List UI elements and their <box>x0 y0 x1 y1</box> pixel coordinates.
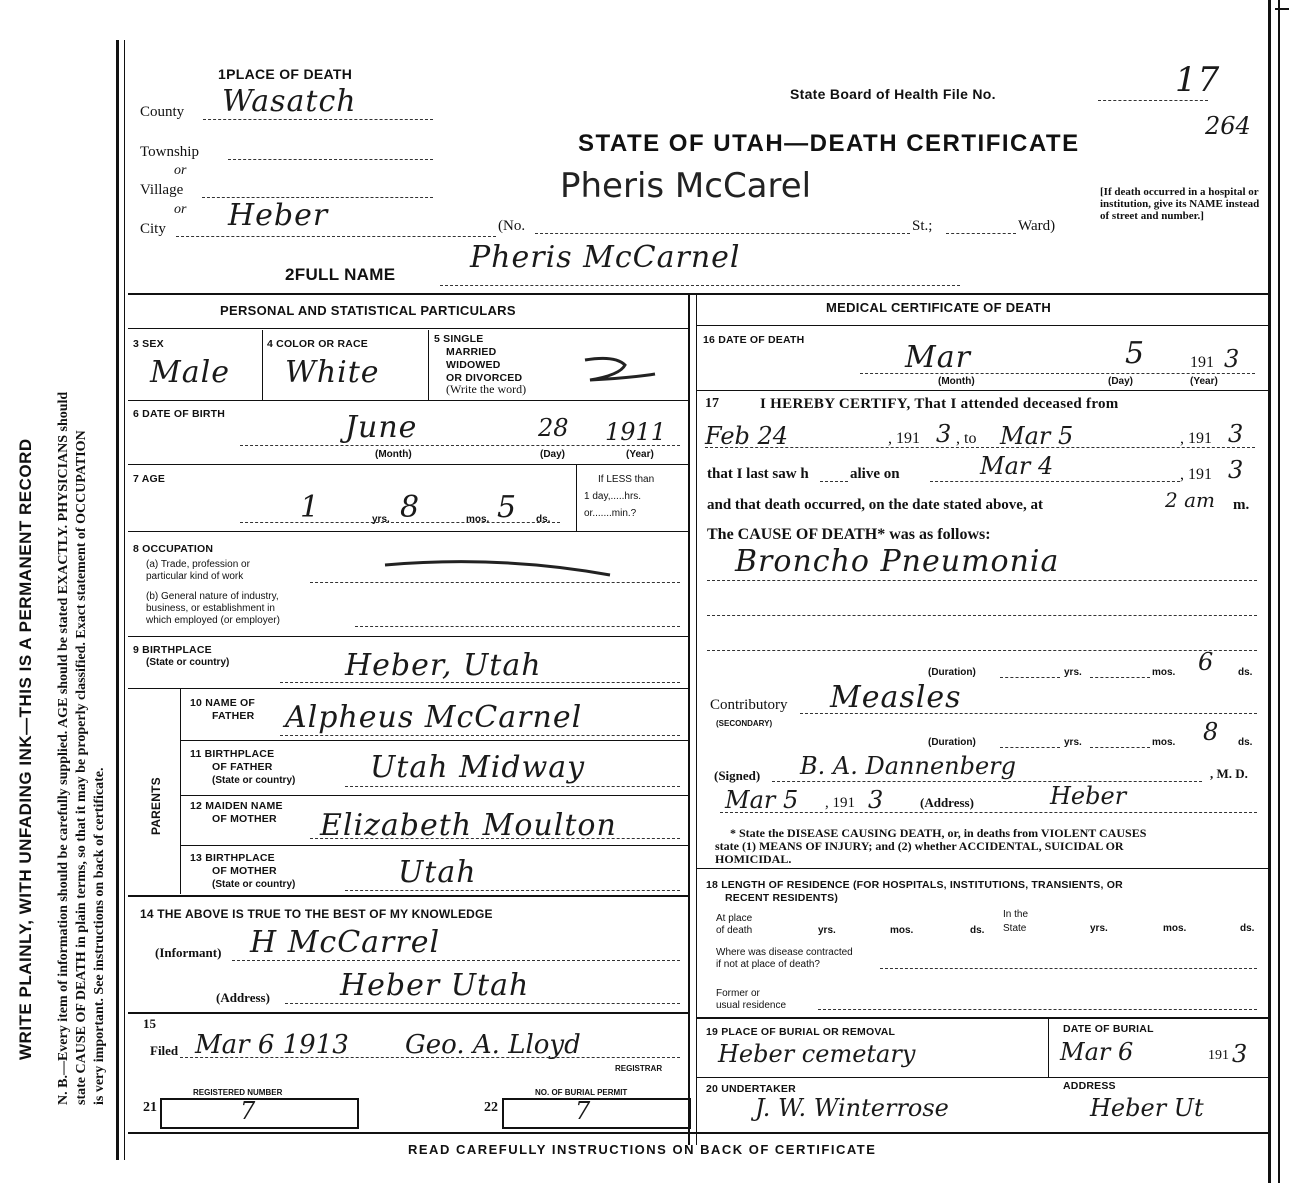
last-saw-text: that I last saw h <box>707 466 809 482</box>
dod-day-cap: (Day) <box>1108 376 1134 387</box>
burial-year-prefix: 191 <box>1208 1048 1229 1063</box>
father-bp-value: Utah Midway <box>370 750 586 785</box>
mother-bp-label-1: 13 BIRTHPLACE <box>190 852 275 864</box>
father-bp-label-1: 11 BIRTHPLACE <box>190 748 275 760</box>
death-time-value: 2 am <box>1165 488 1215 512</box>
parents-label: PARENTS <box>149 777 163 835</box>
dob-year-cap: (Year) <box>626 449 654 460</box>
registrar-cap: REGISTRAR <box>615 1064 663 1073</box>
signed-year-prefix: , 191 <box>825 795 855 811</box>
item21-label: 21 <box>143 1100 157 1115</box>
dob-year: 1911 <box>605 418 667 446</box>
mother-bp-label-2: OF MOTHER <box>212 865 277 877</box>
to-year-prefix: , 191 <box>1180 430 1212 447</box>
dob-label: 6 DATE OF BIRTH <box>133 408 226 420</box>
occupation-b-1: (b) General nature of industry, <box>146 591 279 602</box>
nb-note-line1: N. B.—Every item of information should be carefully supplied. AGE should be stated EXACTLY. PHYSICIANS should <box>56 391 71 1105</box>
mother-bp-value: Utah <box>398 855 477 890</box>
marital-label-1: 5 SINGLE <box>434 333 484 345</box>
age-yrs-cap: yrs. <box>372 514 390 525</box>
dod-month: Mar <box>905 340 971 375</box>
city-label: City <box>140 221 166 237</box>
nb-note-line2: state CAUSE OF DEATH in plain terms, so that it may be properly classified. Exact statement of OCCUPATION <box>74 430 89 1105</box>
former-1: Former or <box>716 988 760 999</box>
duration-mos-cap: mos. <box>1152 667 1176 678</box>
age-months: 8 <box>400 490 421 525</box>
full-name-label: 2FULL NAME <box>285 265 396 284</box>
residence-label-2: RECENT RESIDENTS) <box>725 892 839 904</box>
in-state-mos: mos. <box>1163 923 1187 934</box>
last-saw-year-prefix: , 191 <box>1180 466 1212 483</box>
county-value: Wasatch <box>222 84 357 119</box>
mother-label-2: OF MOTHER <box>212 813 277 825</box>
item15-label: 15 <box>143 1016 156 1031</box>
knowledge-label: 14 THE ABOVE IS TRUE TO THE BEST OF MY KNOWLEDGE <box>140 907 493 921</box>
birthplace-label: 9 BIRTHPLACE <box>133 644 212 656</box>
undertaker-address-value: Heber Ut <box>1090 1094 1204 1122</box>
or-label-2: or <box>174 202 187 217</box>
in-state-yrs: yrs. <box>1090 923 1108 934</box>
table-top-rule <box>128 293 1268 295</box>
read-carefully-footer: READ CAREFULLY INSTRUCTIONS ON BACK OF CERTIFICATE <box>408 1142 877 1157</box>
at-place-2: of death <box>716 925 753 936</box>
right-border <box>1268 0 1271 1183</box>
duration-yrs-cap: yrs. <box>1064 667 1082 678</box>
age-label: 7 AGE <box>133 473 166 485</box>
dob-day-cap: (Day) <box>540 449 566 460</box>
race-value: White <box>285 355 380 390</box>
typed-name: Pheris McCarel <box>560 166 812 206</box>
signed-year: 3 <box>868 786 884 814</box>
at-place-ds: ds. <box>970 925 985 936</box>
nb-note-line3: is very important. See instructions on back of certificate. <box>92 767 107 1105</box>
at-place-mos: mos. <box>890 925 914 936</box>
dod-day: 5 <box>1125 336 1146 371</box>
secondary-cap: (SECONDARY) <box>716 719 773 728</box>
undertaker-label: 20 UNDERTAKER <box>706 1083 796 1095</box>
dod-year-cap: (Year) <box>1190 376 1218 387</box>
age-years: 1 <box>300 490 321 525</box>
contributory-value: Measles <box>830 680 962 715</box>
contracted-1: Where was disease contracted <box>716 947 853 958</box>
to-label: , to <box>956 430 977 447</box>
filed-value: Mar 6 1913 <box>195 1030 349 1060</box>
burial-date-value: Mar 6 <box>1060 1038 1134 1066</box>
item22-label: 22 <box>484 1100 498 1115</box>
ward-label: Ward) <box>1018 218 1056 234</box>
full-name-value: Pheris McCarnel <box>470 240 741 275</box>
burial-permit-box <box>502 1098 691 1129</box>
age-ds-cap: ds. <box>536 514 551 525</box>
md-label: , M. D. <box>1210 766 1248 781</box>
occupation-b-3: which employed (or employer) <box>146 615 280 626</box>
signed-date: Mar 5 <box>725 786 799 814</box>
last-saw-year: 3 <box>1228 456 1244 484</box>
footnote-2: state (1) MEANS OF INJURY; and (2) whether ACCIDENTAL, SUICIDAL OR <box>715 839 1124 853</box>
from-year: 3 <box>936 420 952 448</box>
med-address-label: (Address) <box>920 795 974 810</box>
burial-date-label: DATE OF BURIAL <box>1063 1023 1154 1035</box>
cause-value: Broncho Pneumonia <box>735 544 1060 579</box>
duration-cap: (Duration) <box>928 667 976 678</box>
undertaker-address-label: ADDRESS <box>1063 1080 1116 1092</box>
marital-dash-mark <box>580 350 660 390</box>
informant-label: (Informant) <box>155 945 222 960</box>
mother-bp-label-3: (State or country) <box>212 879 296 890</box>
file-no-extra: 264 <box>1205 112 1251 140</box>
from-date: Feb 24 <box>705 422 789 450</box>
medical-section-title: MEDICAL CERTIFICATE OF DEATH <box>826 300 1052 315</box>
dod-month-cap: (Month) <box>938 376 975 387</box>
less-than-3: or.......min.? <box>584 508 637 519</box>
duration-months-value: 6 <box>1198 648 1214 676</box>
in-the-2: State <box>1003 923 1027 934</box>
less-than-1: If LESS than <box>598 474 655 485</box>
burial-place-label: 19 PLACE OF BURIAL OR REMOVAL <box>706 1026 896 1038</box>
informant-address-value: Heber Utah <box>340 968 530 1003</box>
reg-number-box <box>160 1098 359 1129</box>
street-label: St.; <box>912 218 933 234</box>
less-than-2: 1 day,.....hrs. <box>584 491 642 502</box>
birthplace-value: Heber, Utah <box>345 648 542 683</box>
marital-label-5: (Write the word) <box>446 382 527 396</box>
city-value: Heber <box>228 198 329 233</box>
signed-label: (Signed) <box>714 768 761 783</box>
certify-text: I HEREBY CERTIFY, That I attended deceased from <box>760 396 1119 412</box>
duration-ds-cap: ds. <box>1238 667 1253 678</box>
occupation-label: 8 OCCUPATION <box>133 543 214 555</box>
dob-month-cap: (Month) <box>375 449 412 460</box>
table-bottom-rule <box>128 1132 1268 1134</box>
certificate-title: STATE OF UTAH—DEATH CERTIFICATE <box>578 130 1080 157</box>
birthplace-cap: (State or country) <box>146 657 230 668</box>
file-no-label: State Board of Health File No. <box>790 86 996 102</box>
mother-label-1: 12 MAIDEN NAME <box>190 800 283 812</box>
contracted-2: if not at place of death? <box>716 959 820 970</box>
or-label-1: or <box>174 163 187 178</box>
mother-value: Elizabeth Moulton <box>320 808 617 843</box>
father-bp-label-2: OF FATHER <box>212 761 273 773</box>
occupation-a-1: (a) Trade, profession or <box>146 559 250 570</box>
signed-value: B. A. Dannenberg <box>800 752 1017 780</box>
informant-address-label: (Address) <box>216 990 270 1005</box>
left-border <box>116 40 119 1160</box>
reg-number-label: REGISTERED NUMBER <box>193 1088 283 1097</box>
age-mos-cap: mos. <box>466 514 490 525</box>
marital-label-4: OR DIVORCED <box>446 372 523 384</box>
father-value: Alpheus McCarnel <box>285 700 583 735</box>
father-label-2: FATHER <box>212 710 255 722</box>
race-label: 4 COLOR OR RACE <box>267 338 369 350</box>
right-border-outer <box>1278 0 1280 1183</box>
at-place-yrs: yrs. <box>818 925 836 936</box>
dob-month: June <box>345 410 418 445</box>
marital-label-3: WIDOWED <box>446 359 501 371</box>
personal-section-title: PERSONAL AND STATISTICAL PARTICULARS <box>220 303 516 318</box>
to-year: 3 <box>1228 420 1244 448</box>
corner-mark <box>1275 8 1289 10</box>
sex-label: 3 SEX <box>133 338 164 350</box>
place-of-death-heading: 1PLACE OF DEATH <box>218 66 353 82</box>
med-address-value: Heber <box>1050 782 1127 810</box>
burial-place-value: Heber cemetary <box>718 1040 916 1068</box>
in-the-1: In the <box>1003 909 1029 920</box>
occupation-a-2: particular kind of work <box>146 571 244 582</box>
county-label: County <box>140 104 185 120</box>
footnote-1: * State the DISEASE CAUSING DEATH, or, in deaths from VIOLENT CAUSES <box>730 826 1147 840</box>
village-label: Village <box>140 182 184 198</box>
file-no-value: 17 <box>1175 60 1221 100</box>
contributory-label: Contributory <box>710 697 788 713</box>
reg-number-value: 7 <box>240 1097 256 1125</box>
last-saw-text2: alive on <box>850 466 900 482</box>
occupation-b-2: business, or establishment in <box>146 603 275 614</box>
dod-year-prefix: 191 <box>1190 354 1214 371</box>
dob-day: 28 <box>538 414 569 442</box>
informant-value: H McCarrel <box>250 925 441 960</box>
death-time-m: m. <box>1233 497 1250 513</box>
left-border-inner <box>124 40 125 1160</box>
father-label-1: 10 NAME OF <box>190 697 256 709</box>
registrar-value: Geo. A. Lloyd <box>405 1030 581 1060</box>
age-days: 5 <box>497 490 518 525</box>
occupation-dash-mark <box>380 550 620 590</box>
undertaker-value: J. W. Winterrose <box>755 1094 949 1122</box>
cause-label: The CAUSE OF DEATH* was as follows: <box>707 526 991 543</box>
burial-year: 3 <box>1232 1040 1248 1068</box>
contrib-days-value: 8 <box>1203 718 1219 746</box>
filed-label: Filed <box>150 1043 179 1058</box>
center-divider <box>688 295 690 1145</box>
former-2: usual residence <box>716 1000 787 1011</box>
burial-permit-label: NO. OF BURIAL PERMIT <box>535 1088 628 1097</box>
from-year-prefix: , 191 <box>888 430 920 447</box>
item17-label: 17 <box>705 396 719 411</box>
dod-label: 16 DATE OF DEATH <box>703 334 805 346</box>
hospital-note: [If death occurred in a hospital or institution, give its NAME instead of street and number.] <box>1100 186 1260 222</box>
burial-permit-value: 7 <box>575 1097 591 1125</box>
street-no-label: (No. <box>498 218 526 234</box>
death-occurred-text: and that death occurred, on the date stated above, at <box>707 497 1043 513</box>
contrib-duration-cap: (Duration) <box>928 737 976 748</box>
residence-label-1: 18 LENGTH OF RESIDENCE (FOR HOSPITALS, INSTITUTIONS, TRANSIENTS, OR <box>706 879 1123 891</box>
contrib-mos-cap: mos. <box>1152 737 1176 748</box>
permanent-record-note: WRITE PLAINLY, WITH UNFADING INK—THIS IS A PERMANENT RECORD <box>16 438 35 1060</box>
father-bp-label-3: (State or country) <box>212 775 296 786</box>
marital-label-2: MARRIED <box>446 346 497 358</box>
in-state-ds: ds. <box>1240 923 1255 934</box>
to-date: Mar 5 <box>1000 422 1074 450</box>
contrib-ds-cap: ds. <box>1238 737 1253 748</box>
dod-year: 3 <box>1224 345 1240 373</box>
sex-value: Male <box>150 355 230 390</box>
township-label: Township <box>140 144 199 160</box>
last-saw-date: Mar 4 <box>980 452 1054 480</box>
contrib-yrs-cap: yrs. <box>1064 737 1082 748</box>
footnote-3: HOMICIDAL. <box>715 852 792 866</box>
at-place-1: At place <box>716 913 753 924</box>
